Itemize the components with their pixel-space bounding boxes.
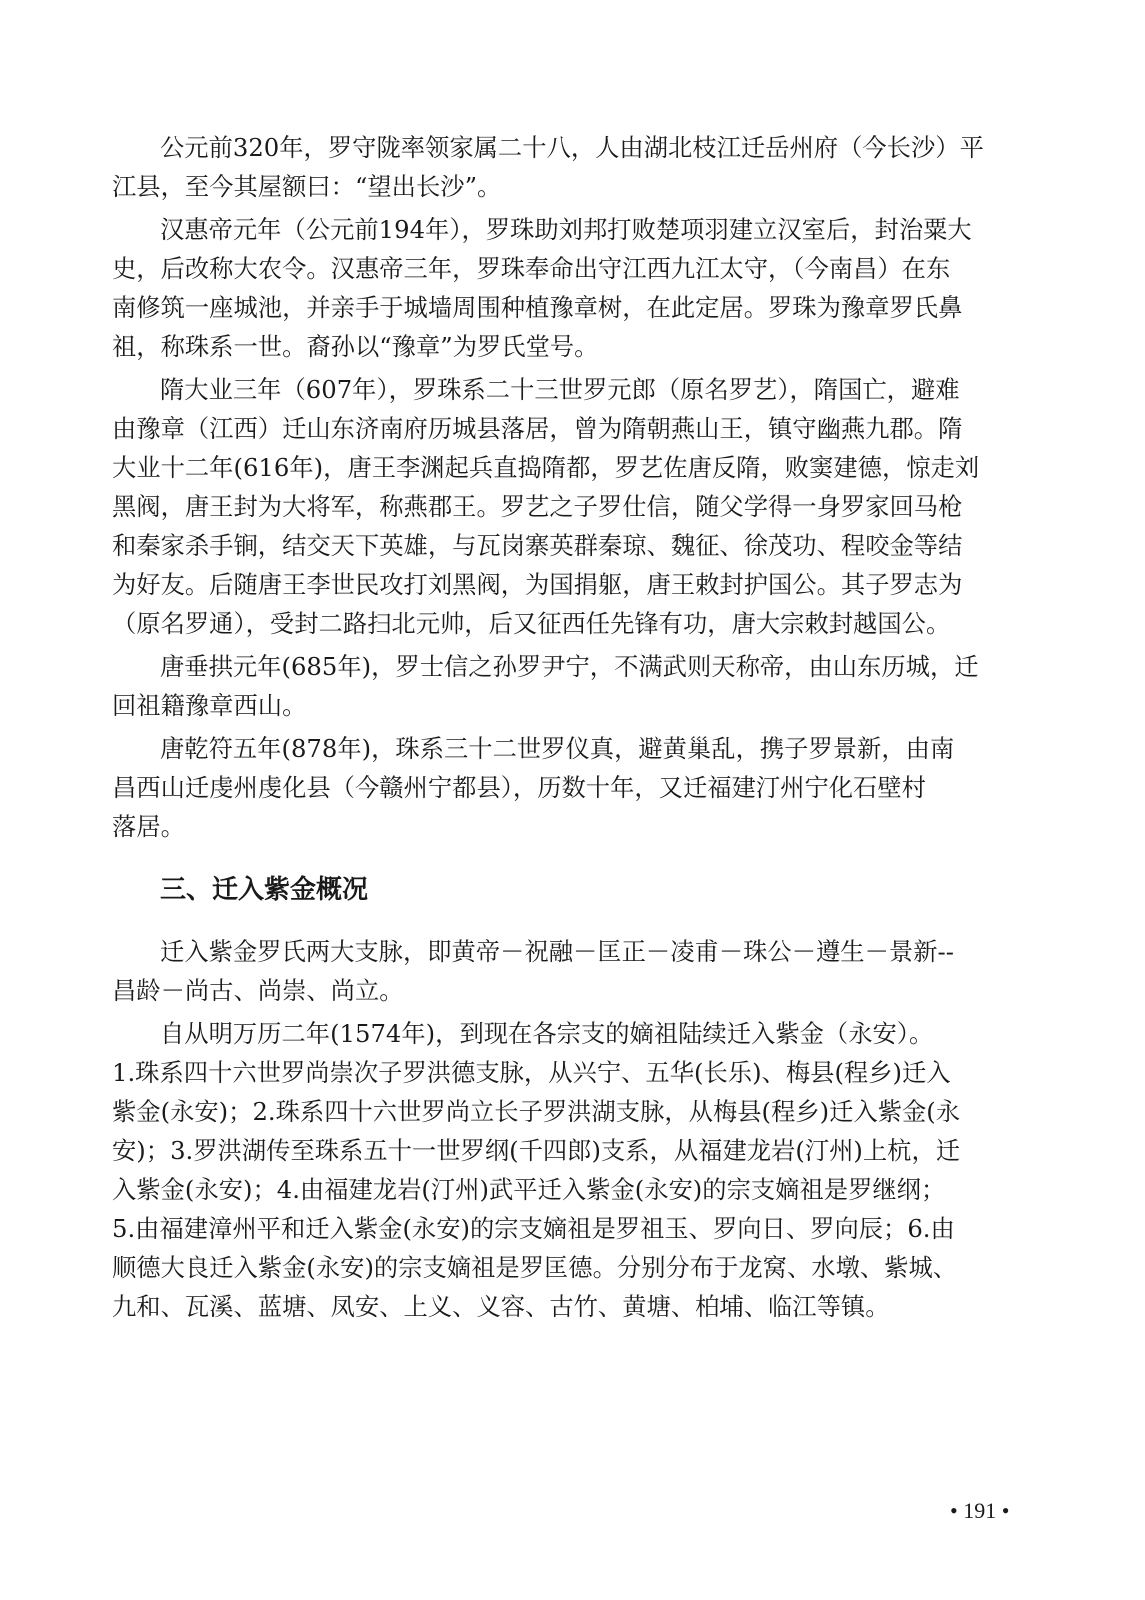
text-line: （原名罗通），受封二路扫北元帅，后又征西任先锋有功，唐大宗敕封越国公。 [112, 609, 951, 638]
text-line: 回祖籍豫章西山。 [112, 691, 307, 720]
paragraph [112, 1014, 1052, 1326]
text-line: 迁入紫金罗氏两大支脉，即黄帝－祝融－匡正－凌甫－珠公－遵生－景新-- [160, 937, 954, 966]
paragraph [112, 370, 1052, 643]
text-line: 昌西山迁虔州虔化县（今赣州宁都县），历数十年，又迁福建汀州宁化石壁村 [112, 773, 926, 802]
text-line: 唐乾符五年(878年)，珠系三十二世罗仪真，避黄巢乱，携子罗景新，由南 [160, 734, 955, 763]
text-line: 唐垂拱元年(685年)，罗士信之孙罗尹宁，不满武则天称帝，由山东历城，迁 [160, 652, 979, 681]
text-line: 大业十二年(616年)，唐王李渊起兵直捣隋都，罗艺佐唐反隋，败窦建德，惊走刘 [112, 453, 980, 482]
text-line: 公元前320年，罗守陇率领家属二十八，人由湖北枝江迁岳州府（今长沙）平 [160, 133, 984, 162]
text-line: 史，后改称大农令。汉惠帝三年，罗珠奉命出守江西九江太守，（今南昌）在东 [112, 254, 951, 283]
section-heading: 三、迁入紫金概况 [160, 875, 369, 905]
text-line: 入紫金(永安)；4.由福建龙岩(汀州)武平迁入紫金(永安)的宗支嫡祖是罗继纲； [112, 1175, 946, 1204]
paragraph [112, 647, 1052, 725]
page-number: • 191 • [950, 1498, 1010, 1523]
paragraph [112, 932, 1052, 1010]
text-line: 九和、瓦溪、蓝塘、凤安、上义、义容、古竹、黄塘、柏埔、临江等镇。 [112, 1292, 890, 1321]
text-line: 和秦家杀手锏，结交天下英雄，与瓦岗寨英群秦琼、魏征、徐茂功、程咬金等结 [112, 531, 963, 560]
text-line: 祖，称珠系一世。裔孙以“豫章”为罗氏堂号。 [112, 332, 599, 361]
text-line: 由豫章（江西）迁山东济南府历城县落居，曾为隋朝燕山王，镇守幽燕九郡。隋 [112, 414, 963, 443]
paragraph [112, 128, 1052, 206]
text-line: 南修筑一座城池，并亲手于城墙周围种植豫章树，在此定居。罗珠为豫章罗氏鼻 [112, 293, 963, 322]
page-body [112, 128, 1052, 1330]
text-line: 紫金(永安)；2.珠系四十六世罗尚立长子罗洪湖支脉，从梅县(程乡)迁入紫金(永 [112, 1097, 961, 1126]
text-line: 5.由福建漳州平和迁入紫金(永安)的宗支嫡祖是罗祖玉、罗向日、罗向辰；6.由 [112, 1214, 955, 1243]
text-line: 为好友。后随唐王李世民攻打刘黑阀，为国捐躯，唐王敕封护国公。其子罗志为 [112, 570, 963, 599]
text-line: 昌龄－尚古、尚崇、尚立。 [112, 976, 404, 1005]
paragraph [112, 210, 1052, 366]
text-line: 落居。 [112, 812, 185, 841]
text-line: 安)；3.罗洪湖传至珠系五十一世罗纲(千四郎)支系，从福建龙岩(汀州)上杭，迁 [112, 1136, 961, 1165]
text-line: 自从明万历二年(1574年)，到现在各宗支的嫡祖陆续迁入紫金（永安）。 [160, 1019, 934, 1048]
text-line: 黑阀，唐王封为大将军，称燕郡王。罗艺之子罗仕信，随父学得一身罗家回马枪 [112, 492, 963, 521]
paragraph [112, 729, 1052, 846]
text-line: 顺德大良迁入紫金(永安)的宗支嫡祖是罗匡德。分别分布于龙窝、水墩、紫城、 [112, 1253, 958, 1282]
text-line: 江县，至今其屋额曰：“望出长沙”。 [112, 172, 502, 201]
text-line: 1.珠系四十六世罗尚崇次子罗洪德支脉，从兴宁、五华(长乐)、梅县(程乡)迁入 [112, 1058, 951, 1087]
text-line: 汉惠帝元年（公元前194年），罗珠助刘邦打败楚项羽建立汉室后，封治粟大 [160, 215, 972, 244]
text-line: 隋大业三年（607年），罗珠系二十三世罗元郎（原名罗艺），隋国亡，避难 [160, 375, 960, 404]
